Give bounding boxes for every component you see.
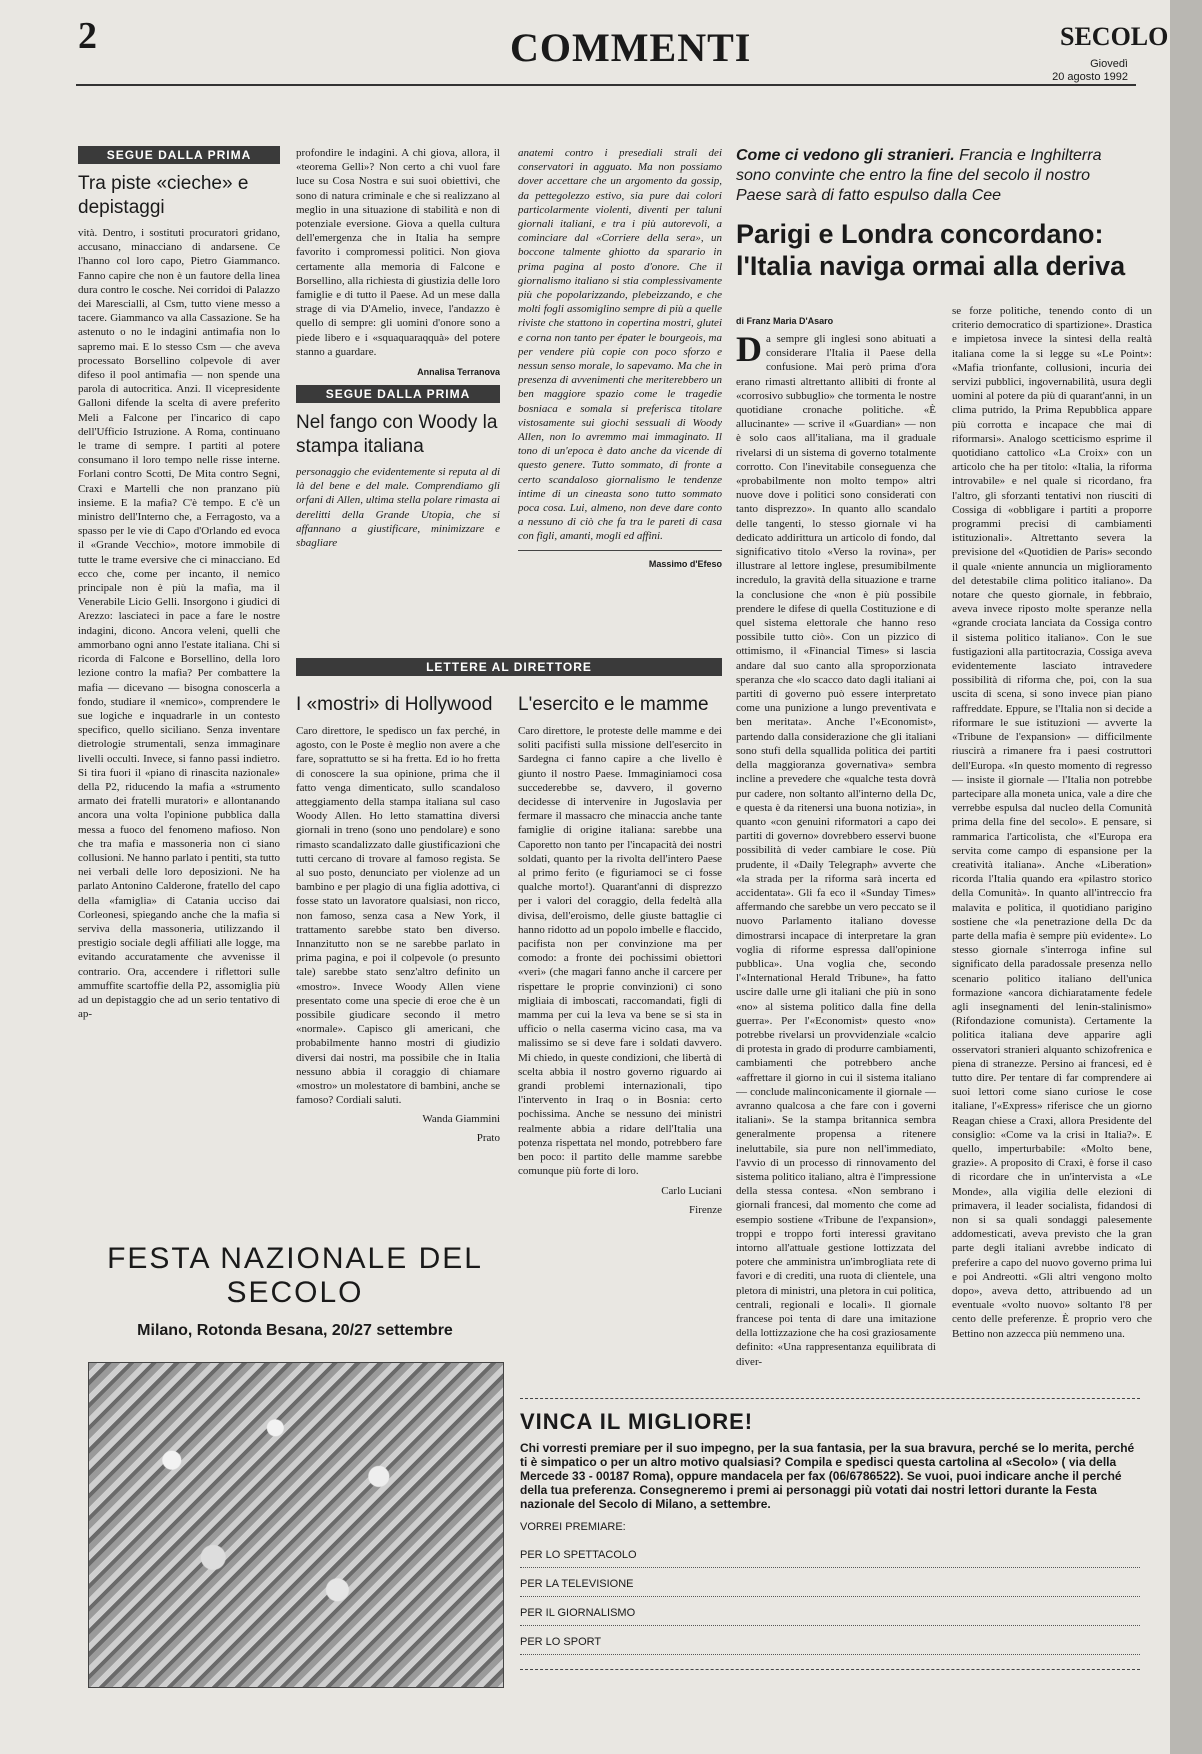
article-text-a: a sempre gli inglesi sono abituati a considerare l'Italia il Paese della confusione. Mai però prima d'ora erano rimasti altrettanto allibiti di fronte al «corrosivo subbuglio» che tormenta le nostre quotidiane cronache politiche. «È allucinante» — scrive il «Guardian» — non è solo caos all'italiana, ma il graduale rivelarsi di un sistema di governo totalmente corrotto. Con l'inevitabile conseguenza che «probabilmente non molto tempo» altri nuove dove i politici sono considerati con tanto disprezzo». In quanto allo scandalo delle tangenti, lo stesso giornale vi ha dedicato addirittura un articolo di fondo, dal significativo titolo «Verso la rovina», per illustrare al lettore inglese, presumibilmente incredulo, la gravità della situazione e trarne la conclusione che «non è più possibile prendere le difese di quella Costituzione e di quel sistema elettorale che hanno reso possibile tutto ciò». Con un pizzico di ottimismo, il «Financial Times» si lascia andare dal suo canto alla sproporzionata speranza che «lo scacco dato dagli italiani ai partiti di governo può essere interpretato come una punizione a lungo preventivata e ben meritata». Anche l'«Economist», partendo dalla considerazione che gli italiani sono stufi della squallida politica dei partiti della maggioranza governativa» sembra incline a prevedere che «qualche testa dovrà pur cadere, non soltanto all'interno della Dc, e questa è da ritenersi una buona notizia», in quanto «con genuini riformatori a capo dei partiti di governo» dovrebbero esservi buone possibilità di veder cambiare le cose. Più prudente, il «Daily Telegraph» avverte che «la strada per la riforma sarà incerta ed accidentata». Gli fa eco il «Sunday Times» affermando che sarebbe un vero peccato se il nuovo Parlamento italiano dovesse dimostrarsi incapace di interpretare la gran voglia di riforme espressa dall'opinione pubblica». Una voglia che, secondo l'«International Herald Tribune», ha fatto uscire dalle urne gli italiani che più in sono «no» al sistema politico dalla fine della guerra». Per l'«Economist» questo «no» potrebbe rivelarsi un provvidenziale «calcio di protesta in grado di produrre cambiamenti, cambiamenti che potrebbero anche «affrettare il giorno in cui il sistema italiano — conclude malinconicamente il giornale — avranno qualcosa a che fare con i governi italiani». Se la stampa britannica sembra generalmente propensa a ritenere ineluttabile, sia pure non nell'immediato, l'avvio di un processo di rinnovamento del sistema politico italiano, altra è l'impressione della stessa contesa. «Non sembrano i giornali francesi, dal momento che come ad esempio sostiene «Tribune de l'expansion», troppi e troppo forti interessi gravitano intorno all'attuale gestione lottizzata del potere che amministra un'imbrogliata rete di favori e di crediti, una ruota di clientele, una pletora di ministri, una pletora in cui politica, centrali, regionali e locali». Il giornale francese poi tenta di dare una imitazione della lottizzazione che ha così graziosamente definito: «Una rappresentanza equilibrata di diver- <box>736 333 936 1368</box>
masthead-logo: SECOLO <box>1060 22 1169 51</box>
continued-band: SEGUE DALLA PRIMA <box>296 385 500 403</box>
festa-ad <box>88 1242 502 1352</box>
kicker-lead: Come ci vedono gli stranieri. <box>736 147 955 164</box>
letters-band-wrap <box>296 658 722 678</box>
continued-band: SEGUE DALLA PRIMA <box>78 146 280 164</box>
article-signature: Massimo d'Efeso <box>648 558 722 569</box>
date: 20 agosto 1992 <box>1052 71 1128 83</box>
coupon-line-giornalismo[interactable]: PER IL GIORNALISMO <box>520 1607 1140 1626</box>
article-signature: Annalisa Terranova <box>417 367 500 378</box>
letters-band: LETTERE AL DIRETTORE <box>296 658 722 676</box>
article-kicker <box>736 146 1136 206</box>
kicker-rest: Francia e Inghilterra sono convinte che entro la fine del secolo il nostro Paese sarà di fatto espulso dalla Cee <box>736 147 1102 204</box>
festa-title: FESTA NAZIONALE DEL SECOLO <box>107 1242 483 1309</box>
column-1 <box>78 146 280 1282</box>
article-headline: Parigi e Londra concordano: l'Italia naviga ormai alla deriva <box>736 219 1126 281</box>
section-title: COMMENTI <box>510 25 752 70</box>
dateline <box>1040 58 1128 84</box>
crowd-photo <box>88 1362 504 1688</box>
column-2 <box>296 146 500 654</box>
article-text: personaggio che evidentemente si reputa al di là del bene e del male. Comprendiamo gli orfani di Allen, ultima stella polare rimasta ai derelitti della Grande Utopia, che si affannano a giustificare, minimizzare e sbagliare <box>296 466 500 550</box>
day: Giovedì <box>1090 58 1128 70</box>
festa-subtitle: Milano, Rotonda Besana, 20/27 settembre <box>137 1322 453 1339</box>
coupon-title: VINCA IL MIGLIORE! <box>520 1409 754 1434</box>
letter-text: Caro direttore, le proteste delle mamme e dei soliti pacifisti sulla missione dell'esercito in Sardegna ci fanno capire a che livello è giunto il nostro Paese. Immaginiamoci cosa succederebbe se, davvero, il governo decidesse di intervenire in Jugoslavia per fermare il massacro che minaccia anche tante famiglie di origine italiana: sarebbe una Caporetto non tanto per l'incapacità dei nostri soldati, quanto per la rivolta dell'intero Paese al primo ferito (e figuriamoci se ci fosse qualche morto!). Quarant'anni di disprezzo per i valori del coraggio, della fedeltà alla divisa, dell'eroismo, delle giuste battaglie ci hanno ridotto ad un popolo imbelle e flaccido, pacifista non per convinzione ma per comodo: a fronte dei pochissimi obiettori «veri» (che magari fanno anche il carcere per rispettare le proprie convinzioni) ci sono migliaia di imboscati, raccomandati, figli di mamma per cui la leva va bene se si sta in ufficio o nella caserma vicino casa, ma va malissimo se si deve fare i soldati davvero. Mi chiedo, in queste condizioni, che libertà di scelta abbia il nostro governo riguardo ai grandi problemi internazionali, tipo l'intervento in Iraq o in Bosnia: certo pochissima. Anche se nessuno dei ministri realmente abbia a ridare dell'Italia una potenza rispettata nel mondo, potrebbero fare ben poco: il partito delle mamme sarebbe comunque più forte di loro. <box>518 725 722 1178</box>
article-byline: di Franz Maria D'Asaro <box>736 316 834 326</box>
coupon-line-televisione[interactable]: PER LA TELEVISIONE <box>520 1578 1140 1597</box>
header-rule <box>76 84 1136 86</box>
foreign-press-column-b <box>952 304 1152 1374</box>
letter-headline: I «mostri» di Hollywood <box>296 694 493 715</box>
article-text <box>736 329 936 1369</box>
article-text: vità. Dentro, i sostituti procuratori gridano, accusano, minacciano di andarsene. Ce l'hanno col loro capo, Pietro Giammanco. Fanno capire che non è un fautore della linea dura contro le cosche. Nei corridoi di Palazzo dei Marescialli, al Csm, tutto viene messo a tacere. Giammanco va alla Cassazione. Se ha astenuto o no le indagini antimafia non lo sapremo mai. E lo stesso Csm — che aveva processato Borsellino colpevole di aver difeso il pool antimafia — non spende una parola di autocritica. Anzi. Il vicepresidente Galloni difende la scelta di avere preferito Meli a Falcone per l'incarico di capo dell'Ufficio Istruzione. A Roma, continuano le trame di sempre. I partiti al potere consumano il loro tempo nelle risse interne. Forlani contro Scotti, De Mita contro Segni, Craxi e Martelli che non pranzano più insieme. E la mafia? C'è tempo. E c'è un ministro dell'Interno che, a Ferragosto, va a spasso per le vie di Capo d'Orlando ed evoca il «Grande Vecchio», motore immobile di tutte le trame eversive che ci minacciano. Ed ecco che, come per incanto, il nemico principale non è più la mafia, ma il Venerabile Licio Gelli. Insorgono i giudici di Arezzo: lasciateci in pace a fare le nostre indagini, dicono. Ancora veleni, quelli che ammorbano ogni anno l'estate italiana. Chi si ricorda di Falcone e Borsellino, della loro lezione contro la mafia? Per combattere la mafia — dicevano — bisogna conoscerla a fondo, studiare il «nemico», comprendere le sue logiche e inquadrarle in un contesto specifico, quello siciliano. Senza inventare dietrologie strumentali, senza immaginare livelli occulti. Invece, si fanno passi indietro. Si tira fuori il «piano di rinascita nazionale» della P2, riducendo la mafia a «strumento armato dei fratelli muratori» e allontanando ancora una volta l'opinione pubblica dalla messa a fuoco del fenomeno mafioso. Non che tra mafia e massoneria non ci siano collusioni. Ne hanno parlato i pentiti, sta tutto nei verbali delle loro deposizioni. Ne ha parlato Antonino Calderone, fratello del capo della «famiglia» di Catania ucciso dai Corleonesi, spiegando anche che la mafia si serviva della massoneria, utilizzando il prestigio sociale degli affiliati alle logge, ma evitando accuratamente che avvenisse il contrario. Ora, accendere i riflettori sulle ammuffite scartoffie della P2, assomiglia più ad un depistaggio che ad un serio tentativo di ap- <box>78 227 280 1021</box>
letter-text: Caro direttore, le spedisco un fax perché, in agosto, con le Poste è meglio non avere a che fare, soprattutto se si ha fretta. Ed io ho fretta di conoscere la sua opinione, prima che il fatto venga dimenticato, sullo scandaloso atteggiamento della stampa italiana sul caso Woody Allen. Ho letto stamattina diversi giornali in treno (sono uno pendolare) e sono rimasto scandalizzato dalle giustificazioni che tutti cercano di trovare al famoso regista. Se al suo posto, denunciato per violenze ad un bambino e per plagio di una figlia adottiva, ci fosse stato un lavoratore qualsiasi, non ricco, non famoso, senza casa a New York, il trattamento sarebbe stato ben diverso. Innanzitutto non se ne sarebbe parlato in prima pagina, e poi il colpevole (o presunto tale) sarebbe stato senz'altro definito un «mostro». Invece Woody Allen viene presentato come una specie di eroe che è un possibile giudicare secondo il metro «normale». Capisco gli americani, che probabilmente hanno mostri di giudizio diversi dai nostri, ma possibile che in Italia nessuno abbia il coraggio di chiamare «mostro» un molestatore di bambini, anche se famoso? Cordiali saluti. <box>296 725 500 1107</box>
letter-city: Prato <box>476 1132 500 1145</box>
article-headline: Tra piste «cieche» e depistaggi <box>78 173 249 218</box>
drop-cap: D <box>736 329 762 369</box>
article-headline: Nel fango con Woody la stampa italiana <box>296 412 498 458</box>
coupon-line-sport[interactable]: PER LO SPORT <box>520 1636 1140 1655</box>
article-text: profondire le indagini. A chi giova, allora, il «teorema Gelli»? Non certo a chi vuol fare luce su Cosa Nostra e sui suoi obiettivi, che sono di natura criminale e che si realizzano al meglio in una situazione di stabilità e non di potenziale eversione. Giova a quella cultura dell'emergenza che in Italia ha sempre favorito i compromessi politici. Non giova certamente alla memoria di Falcone e Borsellino, alla richiesta di giustizia delle loro famiglie e di tutto il Paese. Ad un mese dalla strage di via D'Amelio, invece, l'andazzo è quello di sempre: gli uomini d'onore sono a piede libero e i «squaquaraqquà» del potere stanno a guardare. <box>296 147 500 358</box>
coupon-dash-bottom <box>520 1669 1140 1670</box>
coupon-prompt: VORREI PREMIARE: <box>520 1521 626 1533</box>
coupon-body: Chi vorresti premiare per il suo impegno, per la sua fantasia, per la sua bravura, perché se lo merita, perché ti è simpatico o per un altro motivo qualsiasi? Compila e spedisci questa cartolina al «Secolo» ( via della Mercede 33 - 00187 Roma), oppure mandacela per fax (06/6786522). Se vuoi, puoi indicare anche il perché della tua preferenza. Consegneremo i premi ai personaggi più votati dai nostri lettori durante la Festa nazionale del Secolo di Milano, a settembre. <box>520 1441 1135 1511</box>
column-3 <box>518 146 722 644</box>
vinca-coupon <box>520 1398 1140 1734</box>
letter-city: Firenze <box>689 1203 722 1216</box>
divider <box>518 550 722 551</box>
letter-headline: L'esercito e le mamme <box>518 694 709 715</box>
coupon-dash-top <box>520 1398 1140 1399</box>
foreign-press-column-a <box>736 310 936 1374</box>
article-text-b: se forze politiche, tenendo conto di un criterio democratico di spartizione». Drastica e impietosa invece la sintesi della realtà italiana come la si legge su «Le Point»: «Mafia trionfante, collusioni, incuria dei servizi pubblici, ingovernabilità, usura degli uomini al potere da più di quarant'anni, in un clima putrido, la Prima Repubblica appare più corrotta e incapace che mai di riformarsi». Analogo scetticismo esprime il quotidiano cattolico «La Croix» con un articolo che ha per titolo: «Italia, la riforma introvabile» e nel quale si ricordano, fra l'altro, gli sforzanti tentativi non riusciti di Cossiga di «obbligare i partiti a proporre programmi precisi di cambiamenti istituzionali». Altrettanto severa la previsione del «Quotidien de Paris» secondo il quale «niente annuncia un miglioramento del detestabile clima politico italiano». Da notare che questo giornale, in febbraio, aveva invece riposto molte speranze nella «grande crociata lanciata da Cossiga contro il sistema politico italiano». Con le sue fustigazioni alla partitocrazia, Cossiga aveva evidentemente lasciato intravedere possibilità di riforma che, poi, con la sua uscita di scena, si sono invece pian piano raffreddate. Eppure, se l'Italia non si decide a riformare le sue istituzioni — avverte la «Tribune de l'expansion» — difficilmente riuscirà a rimanere fra i paesi costruttori dell'Europa. «In questo momento di regresso — insiste il giornale — l'Italia non potrebbe partecipare alla moneta unica, vale a dire che verrebbe espulsa dal nucleo della Comunità prima della fine del secolo». E pensare, si rammarica l'articolista, che «l'Europa era servita come campo di espansione per la creatività italiana». Anche «Liberation» ricorda l'Italia quando era «pilastro storico della Comunità». In quanto all'intreccio fra malavita e politica, il quotidiano parigino sostiene che «la penetrazione della Dc da parte della mafia è sempre più evidente». Lo stesso giornale s'interroga infine sul significato della paradossale presenza nello scenario politico italiano dell'unica formazione «ancora dichiaratamente fedele agli insegnamenti del lenin-stalinismo» (Rifondazione comunista). Certamente la politica italiana deve apparire agli osservatori stranieri alquanto schizofrenica e piena di stranezze. Persino ai francesi, ed è tutto dire. Per tentare di far comprendere ai suoi lettori come siano curiose le cose italiane, l'«Express» riferisce che un giorno Reagan chiese a Craxi, allora Presidente del consiglio: «Come va la crisi in Italia?». E quello, imperturbabile: «Molto bene, grazie». A proposito di Craxi, è forse il caso di ricordare che in un'intervista a «Le Monde», alla vigilia delle elezioni di primavera, il leader socialista, fidandosi di non si sa quali sondaggi palesemente addomesticati, aveva previsto che la gran parte degli italiani avrebbe indicato di preferire a capo del nuovo governo prima lui e poi Andreotti. «Gli altri vengono molto dopo», aveva detto, attribuendo ad un eventuale «volto nuovo» soltanto l'8 per cento delle preferenze. È proprio vero che Bettino non azzecca più nemmeno una. <box>952 305 1152 1340</box>
article-text: anatemi contro i presediali strali dei conservatori in agguato. Ma non possiamo dover accettare che un argomento da gossip, da pettegolezzo estivo, sia pure dai colori particolarmente violenti, diventi per taluni giornali italiani, e tra i più autorevoli, a cominciare dal «Corriere della sera», un boccone talmente ghiotto da sparario in prima pagina al posto d'onore. Che il giornalismo italiano si stia complessivamente più che popolarizzando, plebeizzando, e che molti fogli assomiglino sempre di più a quelle riviste che stattono in copertina mostri, glutei e corna non tanto per épater le bourgeois, ma per vendere più copie con poco sforzo e nessun senso morale, lo sapevamo. Ma che in presenza di avvenimenti che meriterebbero un ben maggiore spazio come le tragedie bosniaca e somala si preferisca titolare vistosamente sui giochi sessuali di Woody Allen, non lo avremmo mai immaginato. Il tono di un'epoca è dato anche da vicende di questo genere. Tutto sommato, di fronte a certo scandaloso giornalismo le tendenze intime di un cineasta sono tutto sommato poca cosa. Lui, almeno, non deve dare conto a nessuno di ciò che fa tra le pareti di casa con figli, amanti, mogli ed affini. <box>518 147 722 543</box>
page-number: 2 <box>78 15 97 57</box>
letter-2 <box>518 682 722 1372</box>
coupon-line-spettacolo[interactable]: PER LO SPETTACOLO <box>520 1549 1140 1568</box>
foreign-press-header <box>736 146 1136 306</box>
page-edge-shadow <box>1170 0 1202 1754</box>
letter-signature: Wanda Giammini <box>422 1113 500 1126</box>
letter-signature: Carlo Luciani <box>661 1184 722 1197</box>
